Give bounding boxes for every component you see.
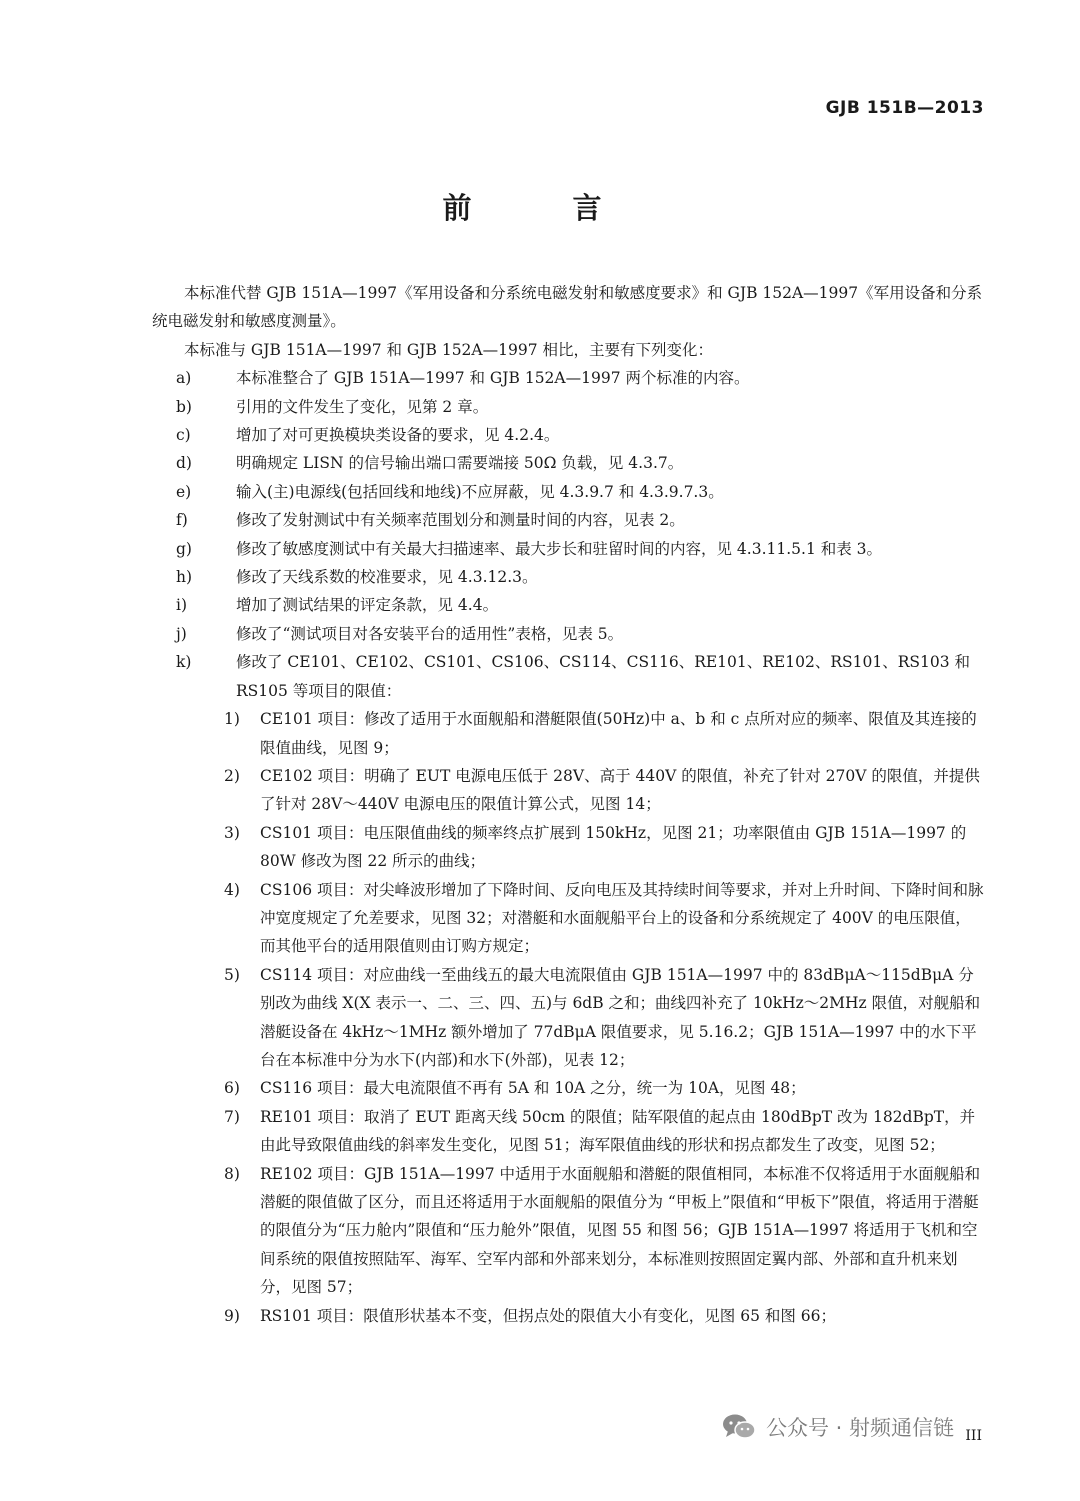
body-text [152,279,984,1330]
sub-item-label: 8) [224,1164,240,1183]
sub-item-text: CE102 项目：明确了 EUT 电源电压低于 28V、高于 440V 的限值，补充了针对 270V 的限值，并提供了针对 28V～440V 电源电压的限值计算公式，见图 14； [260,766,980,814]
list-item-label: h) [176,568,193,587]
sub-item-text: CS106 项目：对尖峰波形增加了下降时间、反向电压及其持续时间等要求，并对上升时间、下降时间和脉冲宽度规定了允差要求，见图 32；对潜艇和水面舰船平台上的设备和分系统规定了 400V 的电压限值，而其他平台的适用限值则由订购方规定； [260,880,984,956]
sub-list-item [152,876,984,961]
page-title: 前 言 [442,191,638,225]
sub-list-item [152,1074,984,1102]
list-item-label: a) [176,369,192,388]
list-item-label: c) [176,426,191,445]
sub-list-item [152,1160,984,1302]
list-item [152,591,984,619]
list-item-text: 修改了 CE101、CE102、CS101、CS106、CS114、CS116、RE101、RE102、RS101、RS103 和 RS105 等项目的限值： [236,653,971,700]
sub-list-item [152,819,984,876]
list-item [152,648,984,705]
sub-item-text: CS114 项目：对应曲线一至曲线五的最大电流限值由 GJB 151A—1997 中的 83dBμA～115dBμA 分别改为曲线 X(X 表示一、二、三、四、五)与 6dB 之和；曲线四补充了 10kHz～2MHz 限值，对舰船和潜艇设备在 4kHz～1MHz 额外增加了 77dBμA 限值要求，见 5.16.2；GJB 151A—1997 中的水下平台在本标准中分为水下(内部)和水下(外部)，见表 12； [260,965,981,1069]
watermark [722,1412,954,1442]
list-item [152,449,984,477]
sub-list-item [152,961,984,1075]
sub-item-label: 6) [224,1079,240,1098]
sub-item-label: 5) [224,965,240,984]
list-item [152,563,984,591]
changes-paragraph: 本标准与 GJB 151A—1997 和 GJB 152A—1997 相比，主要有下列变化： [184,340,713,359]
list-item [152,421,984,449]
list-item-label: j) [176,624,187,643]
list-item-label: g) [176,539,192,558]
list-item-text: 明确规定 LISN 的信号输出端口需要端接 50Ω 负载，见 4.3.7。 [236,454,684,473]
list-item-text: 输入(主)电源线(包括回线和地线)不应屏蔽，见 4.3.9.7 和 4.3.9.7.3。 [236,482,724,501]
sub-item-label: 3) [224,823,240,842]
sub-item-text: CS101 项目：电压限值曲线的频率终点扩展到 150kHz，见图 21；功率限值由 GJB 151A—1997 的 80W 修改为图 22 所示的曲线； [260,823,967,871]
sub-item-text: RE101 项目：取消了 EUT 距离天线 50cm 的限值；陆军限值的起点由 180dBpT 改为 182dBpT，并由此导致限值曲线的斜率发生变化，见图 51；海军限值曲线的形状和拐点都发生了改变，见图 52； [260,1107,976,1155]
sub-item-label: 1) [224,710,240,729]
sub-item-text: RS101 项目：限值形状基本不变，但拐点处的限值大小有变化，见图 65 和图 66； [260,1306,837,1325]
list-item [152,506,984,534]
list-item-text: 修改了“测试项目对各安装平台的适用性”表格，见表 5。 [236,624,624,643]
sub-item-label: 7) [224,1107,240,1126]
page-number: III [965,1428,982,1444]
sub-item-label: 2) [224,766,240,785]
list-item [152,364,984,392]
watermark-text: 公众号 · 射频通信链 [766,1416,955,1440]
list-item [152,535,984,563]
sub-item-text: CS116 项目：最大电流限值不再有 5A 和 10A 之分，统一为 10A，见图 48； [260,1079,806,1098]
sub-list-item [152,705,984,762]
standard-number: GJB 151B—2013 [825,98,984,118]
intro-paragraph: 本标准代替 GJB 151A—1997《军用设备和分系统电磁发射和敏感度要求》和 GJB 152A—1997《军用设备和分系统电磁发射和敏感度测量》。 [152,284,983,331]
list-item [152,393,984,421]
list-item [152,478,984,506]
list-item-text: 增加了测试结果的评定条款，见 4.4。 [236,596,499,615]
list-item-label: b) [176,397,192,416]
sub-item-label: 4) [224,880,240,899]
list-item-text: 修改了敏感度测试中有关最大扫描速率、最大步长和驻留时间的内容，见 4.3.11.5.1 和表 3。 [236,539,883,558]
list-item-text: 本标准整合了 GJB 151A—1997 和 GJB 152A—1997 两个标准的内容。 [236,369,750,388]
sub-list-item [152,1103,984,1160]
list-item-text: 引用的文件发生了变化，见第 2 章。 [236,397,489,416]
list-item-text: 增加了对可更换模块类设备的要求，见 4.2.4。 [236,426,560,445]
list-item-label: k) [176,653,192,672]
wechat-icon [722,1413,756,1441]
list-item-text: 修改了发射测试中有关频率范围划分和测量时间的内容，见表 2。 [236,511,685,530]
list-item-label: i) [176,596,188,615]
list-item-label: d) [176,454,192,473]
sub-list-item [152,762,984,819]
sub-item-text: RE102 项目：GJB 151A—1997 中适用于水面舰船和潜艇的限值相同，本标准不仅将适用于水面舰船和潜艇的限值做了区分，而且还将适用于水面舰船的限值分为 “甲板上”限值和“甲板下”限值，将适用于潜艇的限值分为“压力舱内”限值和“压力舱外”限值，见图 55 和图 56；GJB 151A—1997 将适用于飞机和空间系统的限值按照陆军、海军、空军内部和外部来划分，本标准则按照固定翼内部、外部和直升机来划分，见图 57； [260,1164,981,1297]
list-item-text: 修改了天线系数的校准要求，见 4.3.12.3。 [236,568,538,587]
list-item-label: e) [176,482,192,501]
sub-list-item [152,1302,984,1330]
list-item-label: f) [176,511,188,530]
list-item [152,620,984,648]
sub-item-label: 9) [224,1306,240,1325]
sub-item-text: CE101 项目：修改了适用于水面舰船和潜艇限值(50Hz)中 a、b 和 c 点所对应的频率、限值及其连接的限值曲线，见图 9； [260,710,977,757]
